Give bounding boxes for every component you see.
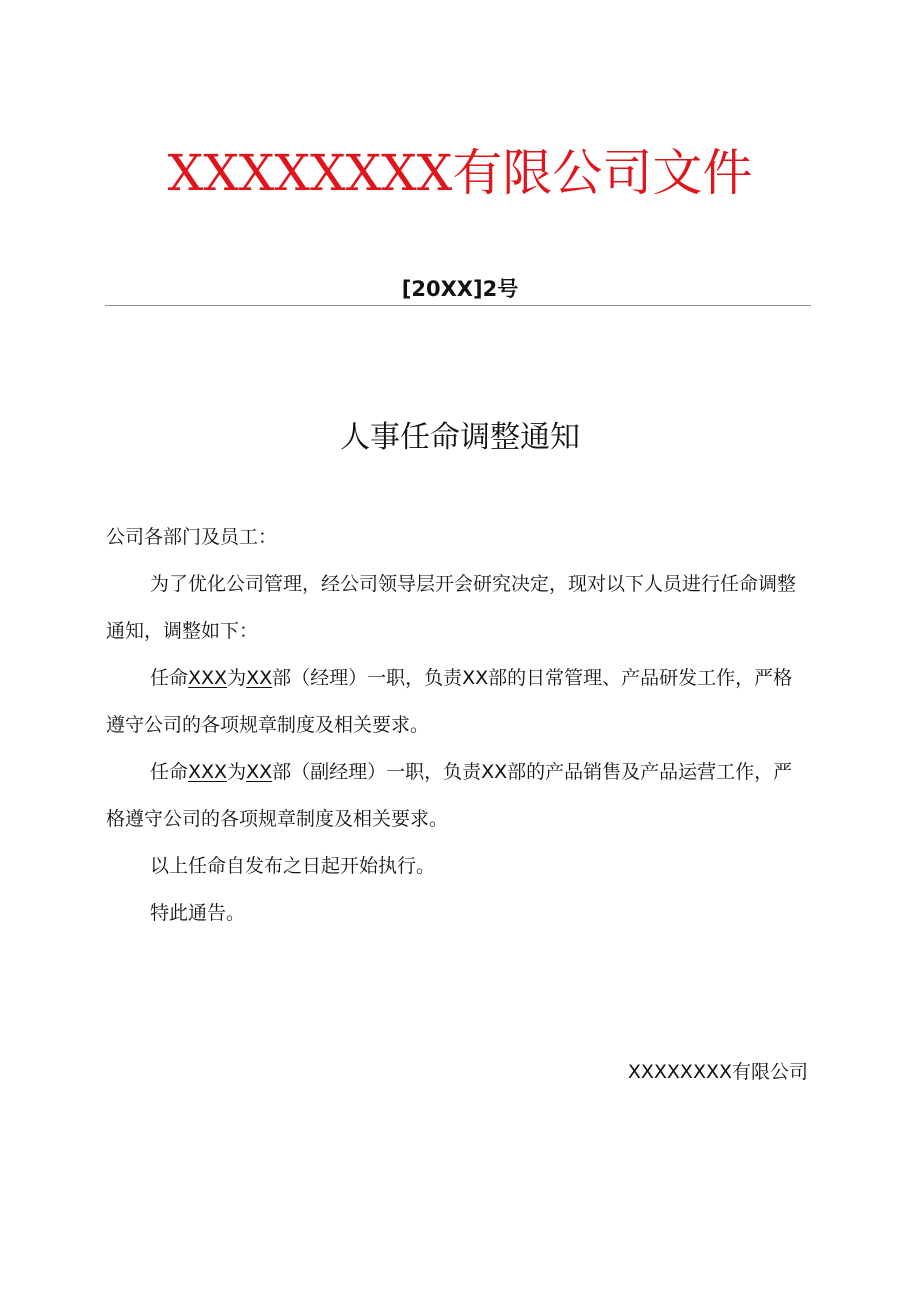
appointment-1-rest: 部（经理）一职，负责XX部的日常管理、产品研发工作，严格遵守公司的各项规章制度及相关要求。 [106, 667, 793, 736]
document-number: [20XX]2号 [401, 277, 519, 301]
appointment-paragraph-2 [106, 749, 810, 843]
company-signature: XXXXXXXX有限公司 [627, 1061, 808, 1083]
appointment-2-person: XXX [188, 761, 228, 783]
appointment-2-mid: 为 [227, 761, 247, 783]
appointment-1-mid: 为 [227, 667, 247, 689]
header-divider [105, 305, 811, 306]
appointment-2-rest: 部（副经理）一职，负责XX部的产品销售及产品运营工作，严格遵守公司的各项规章制度及相关要求。 [106, 761, 793, 830]
appointment-1-person: XXX [188, 667, 228, 689]
appointment-1-dept: XX [246, 667, 273, 689]
document-header-title: XXXXXXXX有限公司文件 [167, 144, 753, 202]
effective-paragraph: 以上任命自发布之日起开始执行。 [150, 855, 436, 877]
appointment-2-dept: XX [246, 761, 273, 783]
appointment-2-prefix: 任命 [150, 761, 189, 783]
appointment-paragraph-1 [106, 655, 810, 749]
closing-paragraph: 特此通告。 [150, 902, 246, 924]
notice-body [106, 514, 810, 937]
appointment-1-prefix: 任命 [150, 667, 189, 689]
salutation: 公司各部门及员工： [106, 526, 278, 548]
notice-title: 人事任命调整通知 [340, 420, 580, 455]
intro-paragraph: 为了优化公司管理，经公司领导层开会研究决定，现对以下人员进行任命调整通知，调整如下： [106, 573, 797, 642]
